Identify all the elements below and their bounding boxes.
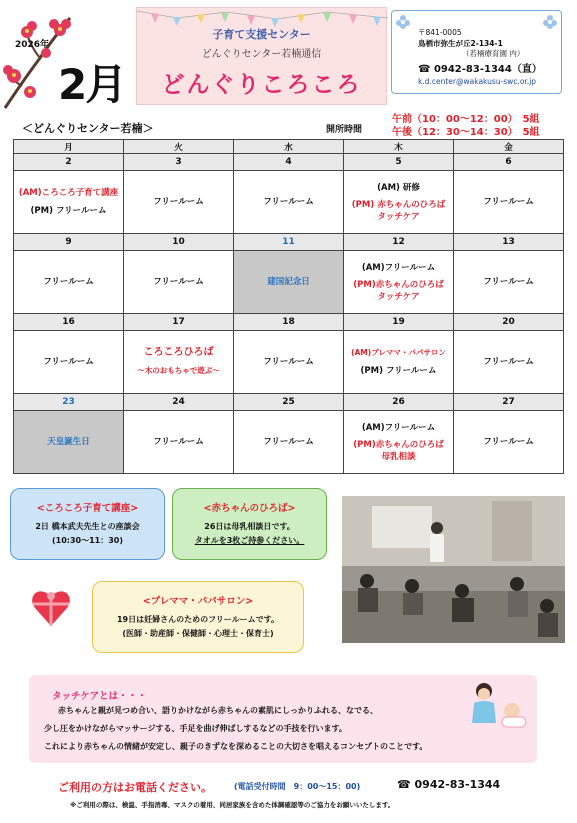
activity-photo — [342, 496, 565, 643]
phone-number: ☎ 0942-83-1344（直） — [418, 64, 542, 75]
calendar-table — [13, 139, 564, 474]
date-cell: 13 — [454, 234, 564, 251]
event-text: (AM)フリールーム — [361, 422, 436, 433]
event-text: ～木のおもちゃで遊ぶ～ — [137, 366, 220, 375]
hours-am: 午前（10：00～12：00） 5組 — [392, 114, 540, 125]
event-text: タッチケア — [377, 291, 420, 302]
date-cell: 11 — [234, 234, 344, 251]
event-cell — [454, 171, 564, 234]
flower-icon — [395, 14, 411, 30]
page-title: どんぐりころころ — [161, 72, 362, 98]
event-cell — [124, 331, 234, 394]
event-cell — [14, 251, 124, 314]
box-line: (医師・助産師・保健師・心理士・保育士) — [122, 629, 274, 638]
date-cell: 17 — [124, 314, 234, 331]
weekday-header: 月 — [14, 140, 124, 154]
footer-phone: ☎ 0942-83-1344 — [397, 778, 501, 791]
event-cell — [124, 171, 234, 234]
event-text: (PM)赤ちゃんのひろば — [353, 439, 444, 450]
date-cell: 19 — [344, 314, 454, 331]
date-cell: 18 — [234, 314, 344, 331]
box-line: タオルを3枚ご持参ください。 — [194, 536, 305, 545]
bunting-decoration — [137, 8, 388, 28]
building-name: （若楠療育園 内） — [462, 49, 525, 58]
photo-scene — [342, 496, 565, 643]
event-text: フリールーム — [153, 437, 204, 447]
event-text: (AM)フリールーム — [361, 262, 436, 273]
event-text: (PM)赤ちゃんのひろば — [353, 279, 444, 290]
event-text: フリールーム — [483, 357, 534, 367]
event-text: (AM)プレママ・パパサロン — [351, 348, 446, 357]
year-label: 2026年 — [15, 40, 50, 50]
section-title: ＜どんぐりセンター若楠＞ — [22, 122, 154, 135]
weekday-header: 火 — [124, 140, 234, 154]
event-cell — [124, 251, 234, 314]
date-cell: 10 — [124, 234, 234, 251]
baby-plaza-box — [172, 488, 327, 560]
box-title: <ころころ子育て講座> — [36, 503, 139, 514]
touchcare-title: タッチケアとは・・・ — [52, 691, 147, 702]
address-box — [391, 10, 562, 94]
reception-hours: (電話受付時間 9：00～15：00) — [234, 782, 361, 791]
event-cell — [14, 171, 124, 234]
event-cell — [454, 331, 564, 394]
korokoro-lecture-box — [10, 488, 165, 560]
call-notice: ご利用の方はお電話ください。 — [58, 781, 212, 794]
date-cell: 23 — [14, 394, 124, 411]
event-cell — [234, 331, 344, 394]
date-cell: 26 — [344, 394, 454, 411]
event-cell — [344, 171, 454, 234]
box-line: 19日は妊婦さんのためのフリールームです。 — [116, 615, 279, 624]
touchcare-line: これにより赤ちゃんの情緒が安定し、親子のきずなを深めることの大切さを唱えるコンセプトのことです。 — [44, 742, 428, 751]
event-text: (PM) 赤ちゃんのひろば — [351, 199, 446, 210]
event-cell — [14, 331, 124, 394]
weekday-header: 金 — [454, 140, 564, 154]
touchcare-line: 少し圧をかけながらマッサージする、手足を曲げ伸ばしするなどの手技を行います。 — [44, 724, 347, 733]
hours-pm: 午後（12：30～14：30） 5組 — [392, 127, 540, 138]
event-text: (AM)ころころ子育て講座 — [18, 188, 119, 198]
date-cell: 5 — [344, 154, 454, 171]
center-name: 子育て支援センター — [212, 28, 311, 41]
event-text: タッチケア — [377, 211, 420, 222]
event-text: フリールーム — [263, 357, 314, 367]
parent-baby-illustration — [462, 681, 532, 731]
box-title: <プレママ・パパサロン> — [142, 596, 254, 607]
event-text: フリールーム — [263, 437, 314, 447]
postal-code: 〒841-0005 — [418, 28, 462, 37]
event-text: フリールーム — [43, 277, 94, 287]
date-cell: 16 — [14, 314, 124, 331]
event-cell — [454, 411, 564, 474]
event-text: (PM) フリールーム — [360, 366, 437, 376]
date-cell: 4 — [234, 154, 344, 171]
event-cell — [344, 251, 454, 314]
month-label: 2月 — [58, 60, 126, 109]
event-cell — [234, 411, 344, 474]
newsletter-title-box — [136, 7, 387, 105]
event-text: 天皇誕生日 — [47, 437, 90, 447]
date-cell: 2 — [14, 154, 124, 171]
date-cell: 24 — [124, 394, 234, 411]
gift-box-icon — [27, 588, 75, 630]
event-text: 建国記念日 — [267, 277, 310, 287]
box-line: 26日は母乳相談日です。 — [204, 522, 295, 531]
event-cell — [124, 411, 234, 474]
date-cell: 25 — [234, 394, 344, 411]
weekday-header: 水 — [234, 140, 344, 154]
event-text: 母乳相談 — [381, 451, 416, 462]
date-cell: 9 — [14, 234, 124, 251]
touchcare-line: 赤ちゃんと親が見つめ合い、語りかけながら赤ちゃんの素肌にしっかりふれる、なでる、 — [58, 706, 378, 715]
box-line: 2日 橋本武夫先生との座談会 — [35, 522, 140, 531]
weekday-header: 木 — [344, 140, 454, 154]
date-cell: 27 — [454, 394, 564, 411]
event-cell — [454, 251, 564, 314]
event-text: フリールーム — [153, 197, 204, 207]
event-cell — [344, 411, 454, 474]
flower-icon — [542, 14, 558, 30]
date-cell: 3 — [124, 154, 234, 171]
opening-hours — [392, 113, 540, 139]
box-line: (10:30～11：30) — [51, 536, 124, 545]
usage-note: ※ご利用の際は、検温、手指消毒、マスクの着用、同居家族を含めた体調確認等のご協力をお願いいたします。 — [70, 801, 395, 809]
hours-label: 開所時間 — [326, 125, 363, 135]
event-text: ころころひろば — [143, 347, 214, 358]
event-text: フリールーム — [263, 197, 314, 207]
date-cell: 6 — [454, 154, 564, 171]
date-cell: 12 — [344, 234, 454, 251]
box-title: <赤ちゃんのひろば> — [203, 503, 296, 514]
event-text: フリールーム — [483, 277, 534, 287]
event-text: (PM) フリールーム — [30, 206, 107, 216]
event-text: フリールーム — [153, 277, 204, 287]
event-text: フリールーム — [483, 197, 534, 207]
event-text: フリールーム — [43, 357, 94, 367]
event-cell — [14, 411, 124, 474]
newsletter-name: どんぐりセンター若楠通信 — [201, 49, 322, 60]
event-cell — [234, 251, 344, 314]
event-text: (AM) 研修 — [377, 182, 420, 193]
date-cell: 20 — [454, 314, 564, 331]
email-link[interactable]: k.d.center@wakakusu-swc.or.jp — [418, 77, 537, 86]
event-cell — [234, 171, 344, 234]
event-text: フリールーム — [483, 437, 534, 447]
street-address: 鳥栖市弥生が丘2-134-1 — [418, 39, 503, 48]
premama-salon-box — [92, 581, 304, 653]
event-cell — [344, 331, 454, 394]
